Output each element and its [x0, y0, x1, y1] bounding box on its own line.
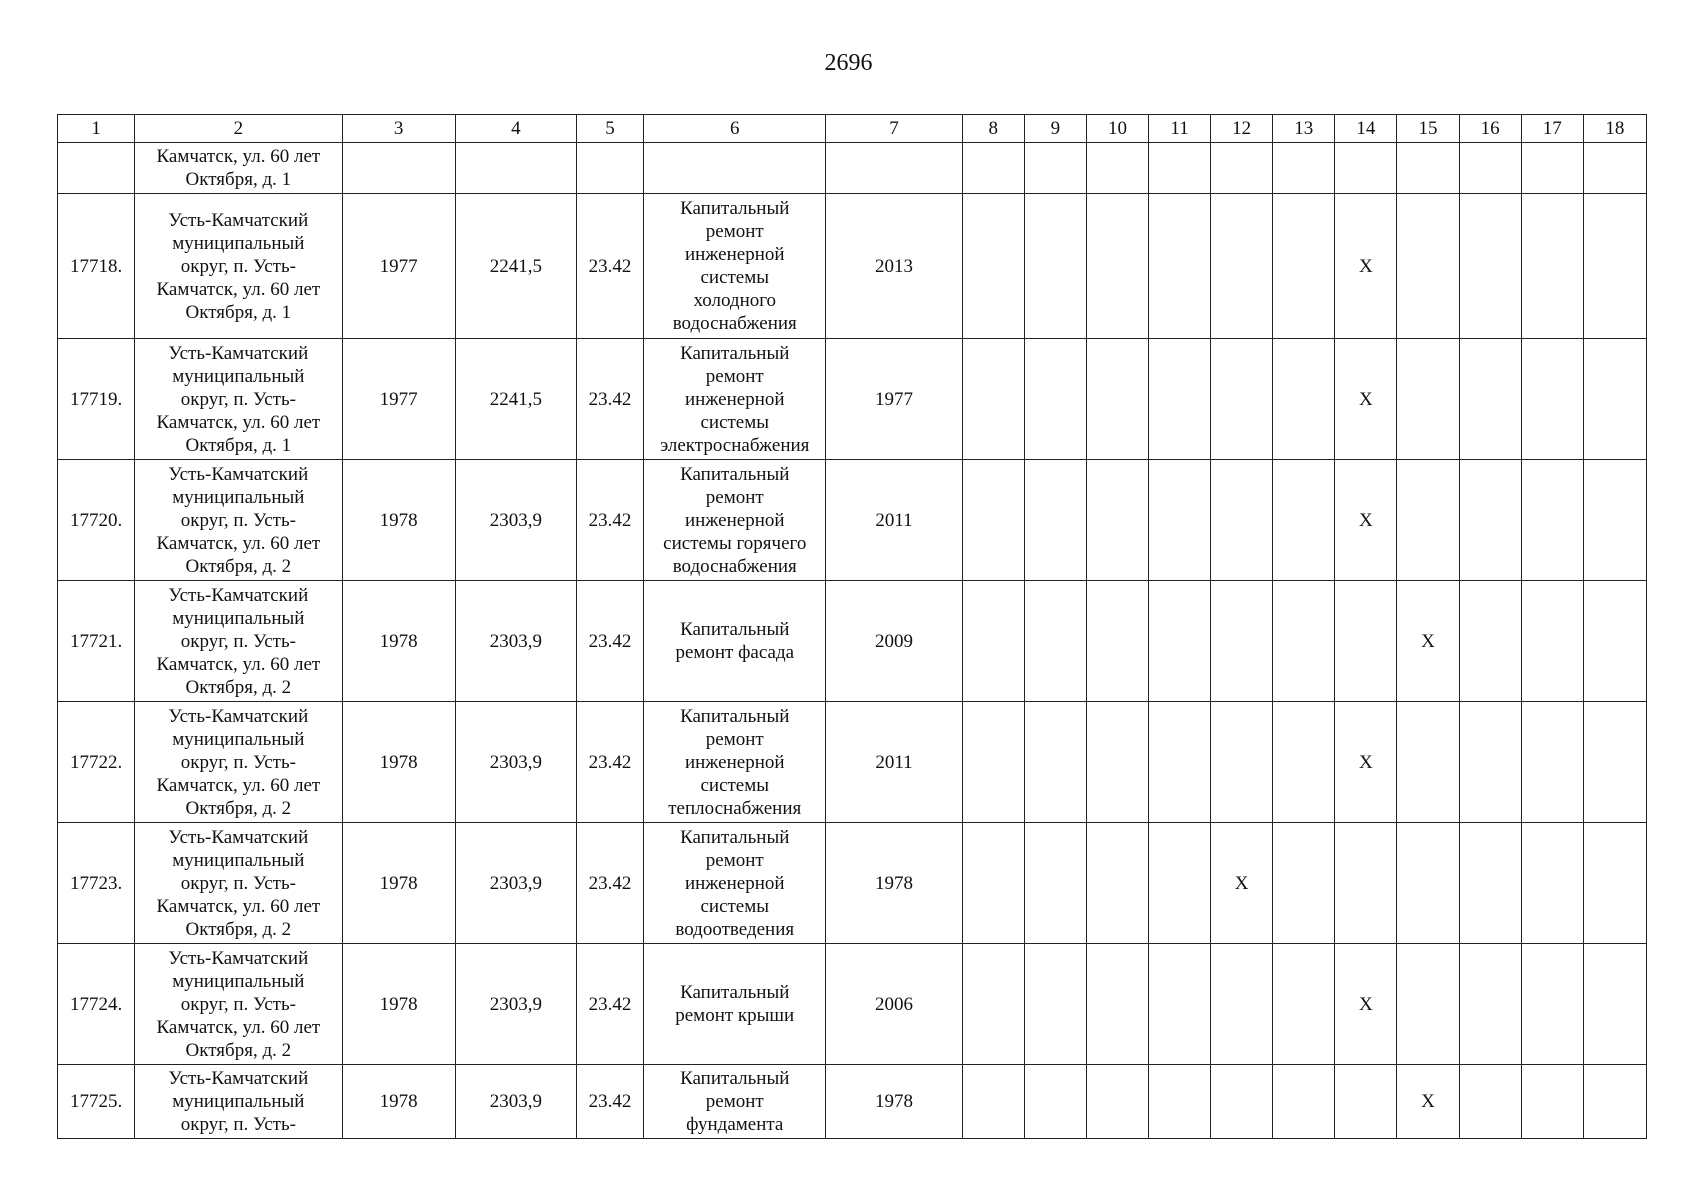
- empty-cell: [1024, 339, 1086, 460]
- empty-cell: [1583, 1065, 1646, 1139]
- empty-cell: [1459, 143, 1521, 194]
- address-cell: Усть-Камчатский муниципальный округ, п. Усть- Камчатск, ул. 60 лет Октября, д. 2: [135, 702, 342, 823]
- empty-cell: [1583, 823, 1646, 944]
- empty-cell: [1149, 1065, 1211, 1139]
- empty-cell: [1086, 339, 1148, 460]
- work-type-cell: Капитальный ремонт фундамента: [644, 1065, 826, 1139]
- empty-cell: [1459, 460, 1521, 581]
- last-repair-year-cell: 1977: [826, 339, 962, 460]
- last-repair-year-cell: 2006: [826, 944, 962, 1065]
- empty-cell: [342, 143, 455, 194]
- year-built-cell: 1978: [342, 460, 455, 581]
- year-built-cell: 1978: [342, 702, 455, 823]
- mark-cell: X: [1335, 460, 1397, 581]
- empty-cell: [962, 194, 1024, 339]
- empty-cell: [1149, 581, 1211, 702]
- work-type-cell: Капитальный ремонт инженерной системы электроснабжения: [644, 339, 826, 460]
- column-header: 11: [1149, 115, 1211, 143]
- empty-cell: [1397, 143, 1459, 194]
- area-cell: 2303,9: [455, 1065, 576, 1139]
- work-type-cell: Капитальный ремонт инженерной системы горячего водоснабжения: [644, 460, 826, 581]
- empty-cell: [1273, 460, 1335, 581]
- empty-cell: [1211, 702, 1273, 823]
- last-repair-year-cell: 2013: [826, 194, 962, 339]
- empty-cell: [1149, 143, 1211, 194]
- code-cell: 23.42: [576, 460, 643, 581]
- last-repair-year-cell: 1978: [826, 823, 962, 944]
- code-cell: 23.42: [576, 581, 643, 702]
- empty-cell: [1086, 702, 1148, 823]
- area-cell: 2241,5: [455, 194, 576, 339]
- empty-cell: [1397, 194, 1459, 339]
- empty-cell: [1273, 143, 1335, 194]
- column-header: 5: [576, 115, 643, 143]
- column-header: 18: [1583, 115, 1646, 143]
- empty-cell: [1273, 194, 1335, 339]
- empty-cell: [826, 143, 962, 194]
- empty-cell: [1024, 581, 1086, 702]
- empty-cell: [1211, 460, 1273, 581]
- year-built-cell: 1978: [342, 944, 455, 1065]
- empty-cell: [1521, 1065, 1583, 1139]
- empty-cell: [1024, 1065, 1086, 1139]
- work-type-cell: Капитальный ремонт крыши: [644, 944, 826, 1065]
- column-header: 14: [1335, 115, 1397, 143]
- table-row: [58, 581, 1647, 702]
- column-header: 16: [1459, 115, 1521, 143]
- empty-cell: [1335, 143, 1397, 194]
- work-type-cell: Капитальный ремонт инженерной системы водоотведения: [644, 823, 826, 944]
- row-number-cell: 17720.: [58, 460, 135, 581]
- empty-cell: [1211, 1065, 1273, 1139]
- empty-cell: [1211, 194, 1273, 339]
- table-row: [58, 1065, 1647, 1139]
- empty-cell: [1024, 702, 1086, 823]
- empty-cell: [644, 143, 826, 194]
- empty-cell: [1521, 143, 1583, 194]
- empty-cell: [1024, 143, 1086, 194]
- empty-cell: [1583, 460, 1646, 581]
- empty-cell: [1086, 581, 1148, 702]
- column-header: 15: [1397, 115, 1459, 143]
- empty-cell: [1086, 194, 1148, 339]
- empty-cell: [1149, 194, 1211, 339]
- column-header: 1: [58, 115, 135, 143]
- last-repair-year-cell: 2009: [826, 581, 962, 702]
- row-number-cell: 17722.: [58, 702, 135, 823]
- empty-cell: [1273, 1065, 1335, 1139]
- empty-cell: [1521, 460, 1583, 581]
- empty-cell: [962, 339, 1024, 460]
- row-number-cell: 17718.: [58, 194, 135, 339]
- row-number-cell: 17725.: [58, 1065, 135, 1139]
- area-cell: 2303,9: [455, 823, 576, 944]
- column-header: 4: [455, 115, 576, 143]
- empty-cell: [1459, 339, 1521, 460]
- empty-cell: [455, 143, 576, 194]
- row-number-cell: 17723.: [58, 823, 135, 944]
- empty-cell: [1521, 194, 1583, 339]
- empty-cell: [1211, 581, 1273, 702]
- table-row: [58, 944, 1647, 1065]
- code-cell: 23.42: [576, 823, 643, 944]
- address-cell: Усть-Камчатский муниципальный округ, п. Усть-: [135, 1065, 342, 1139]
- empty-cell: [58, 143, 135, 194]
- empty-cell: [1335, 581, 1397, 702]
- empty-cell: [962, 702, 1024, 823]
- empty-cell: [1521, 702, 1583, 823]
- mark-cell: X: [1397, 1065, 1459, 1139]
- last-repair-year-cell: 1978: [826, 1065, 962, 1139]
- mark-cell: X: [1335, 702, 1397, 823]
- empty-cell: [1459, 823, 1521, 944]
- table-row: [58, 194, 1647, 339]
- empty-cell: [962, 460, 1024, 581]
- empty-cell: [962, 143, 1024, 194]
- page-number: 2696: [824, 50, 873, 76]
- mark-cell: X: [1335, 944, 1397, 1065]
- empty-cell: [1086, 1065, 1148, 1139]
- last-repair-year-cell: 2011: [826, 460, 962, 581]
- address-cell: Усть-Камчатский муниципальный округ, п. Усть- Камчатск, ул. 60 лет Октября, д. 1: [135, 194, 342, 339]
- empty-cell: [1583, 944, 1646, 1065]
- column-header: 12: [1211, 115, 1273, 143]
- empty-cell: [1397, 823, 1459, 944]
- empty-cell: [1024, 194, 1086, 339]
- area-cell: 2303,9: [455, 702, 576, 823]
- table-row: [58, 823, 1647, 944]
- empty-cell: [1521, 823, 1583, 944]
- area-cell: 2303,9: [455, 460, 576, 581]
- empty-cell: [1273, 823, 1335, 944]
- work-type-cell: Капитальный ремонт инженерной системы теплоснабжения: [644, 702, 826, 823]
- empty-cell: [1211, 339, 1273, 460]
- mark-cell: X: [1335, 339, 1397, 460]
- year-built-cell: 1978: [342, 581, 455, 702]
- year-built-cell: 1978: [342, 1065, 455, 1139]
- empty-cell: [1459, 702, 1521, 823]
- empty-cell: [1397, 460, 1459, 581]
- code-cell: 23.42: [576, 339, 643, 460]
- table-row: [58, 339, 1647, 460]
- code-cell: 23.42: [576, 1065, 643, 1139]
- address-cell: Усть-Камчатский муниципальный округ, п. Усть- Камчатск, ул. 60 лет Октября, д. 2: [135, 823, 342, 944]
- empty-cell: [576, 143, 643, 194]
- empty-cell: [962, 1065, 1024, 1139]
- work-type-cell: Капитальный ремонт фасада: [644, 581, 826, 702]
- empty-cell: [1273, 581, 1335, 702]
- column-header: 8: [962, 115, 1024, 143]
- column-header: 3: [342, 115, 455, 143]
- empty-cell: [962, 823, 1024, 944]
- empty-cell: [1521, 339, 1583, 460]
- empty-cell: [1024, 823, 1086, 944]
- empty-cell: [1583, 339, 1646, 460]
- row-number-cell: 17721.: [58, 581, 135, 702]
- address-cell: Усть-Камчатский муниципальный округ, п. Усть- Камчатск, ул. 60 лет Октября, д. 2: [135, 581, 342, 702]
- empty-cell: [1583, 702, 1646, 823]
- empty-cell: [1397, 339, 1459, 460]
- continuation-row: [58, 143, 1647, 194]
- row-number-cell: 17724.: [58, 944, 135, 1065]
- work-type-cell: Капитальный ремонт инженерной системы холодного водоснабжения: [644, 194, 826, 339]
- empty-cell: [1459, 581, 1521, 702]
- empty-cell: [1149, 460, 1211, 581]
- column-header: 17: [1521, 115, 1583, 143]
- empty-cell: [1149, 339, 1211, 460]
- empty-cell: [1086, 143, 1148, 194]
- code-cell: 23.42: [576, 944, 643, 1065]
- address-cell: Камчатск, ул. 60 лет Октября, д. 1: [135, 143, 342, 194]
- empty-cell: [1211, 143, 1273, 194]
- mark-cell: X: [1335, 194, 1397, 339]
- column-header: 6: [644, 115, 826, 143]
- empty-cell: [1086, 460, 1148, 581]
- empty-cell: [1583, 194, 1646, 339]
- empty-cell: [1521, 944, 1583, 1065]
- empty-cell: [1086, 944, 1148, 1065]
- area-cell: 2303,9: [455, 581, 576, 702]
- empty-cell: [1211, 944, 1273, 1065]
- table-row: [58, 702, 1647, 823]
- empty-cell: [1459, 1065, 1521, 1139]
- area-cell: 2303,9: [455, 944, 576, 1065]
- mark-cell: X: [1211, 823, 1273, 944]
- empty-cell: [1149, 702, 1211, 823]
- empty-cell: [1024, 944, 1086, 1065]
- year-built-cell: 1977: [342, 339, 455, 460]
- empty-cell: [1397, 702, 1459, 823]
- repair-registry-table: [57, 114, 1647, 1139]
- header-row: [58, 115, 1647, 143]
- code-cell: 23.42: [576, 194, 643, 339]
- empty-cell: [1273, 339, 1335, 460]
- empty-cell: [1149, 823, 1211, 944]
- empty-cell: [1459, 944, 1521, 1065]
- column-header: 10: [1086, 115, 1148, 143]
- empty-cell: [962, 944, 1024, 1065]
- empty-cell: [1459, 194, 1521, 339]
- empty-cell: [1583, 143, 1646, 194]
- mark-cell: X: [1397, 581, 1459, 702]
- empty-cell: [1335, 1065, 1397, 1139]
- year-built-cell: 1978: [342, 823, 455, 944]
- row-number-cell: 17719.: [58, 339, 135, 460]
- empty-cell: [1273, 944, 1335, 1065]
- empty-cell: [1521, 581, 1583, 702]
- code-cell: 23.42: [576, 702, 643, 823]
- column-header: 13: [1273, 115, 1335, 143]
- area-cell: 2241,5: [455, 339, 576, 460]
- empty-cell: [1086, 823, 1148, 944]
- empty-cell: [1335, 823, 1397, 944]
- address-cell: Усть-Камчатский муниципальный округ, п. Усть- Камчатск, ул. 60 лет Октября, д. 1: [135, 339, 342, 460]
- empty-cell: [1149, 944, 1211, 1065]
- address-cell: Усть-Камчатский муниципальный округ, п. Усть- Камчатск, ул. 60 лет Октября, д. 2: [135, 944, 342, 1065]
- empty-cell: [1583, 581, 1646, 702]
- empty-cell: [1273, 702, 1335, 823]
- empty-cell: [962, 581, 1024, 702]
- last-repair-year-cell: 2011: [826, 702, 962, 823]
- year-built-cell: 1977: [342, 194, 455, 339]
- address-cell: Усть-Камчатский муниципальный округ, п. Усть- Камчатск, ул. 60 лет Октября, д. 2: [135, 460, 342, 581]
- empty-cell: [1397, 944, 1459, 1065]
- column-header: 7: [826, 115, 962, 143]
- table-row: [58, 460, 1647, 581]
- column-header: 9: [1024, 115, 1086, 143]
- empty-cell: [1024, 460, 1086, 581]
- column-header: 2: [135, 115, 342, 143]
